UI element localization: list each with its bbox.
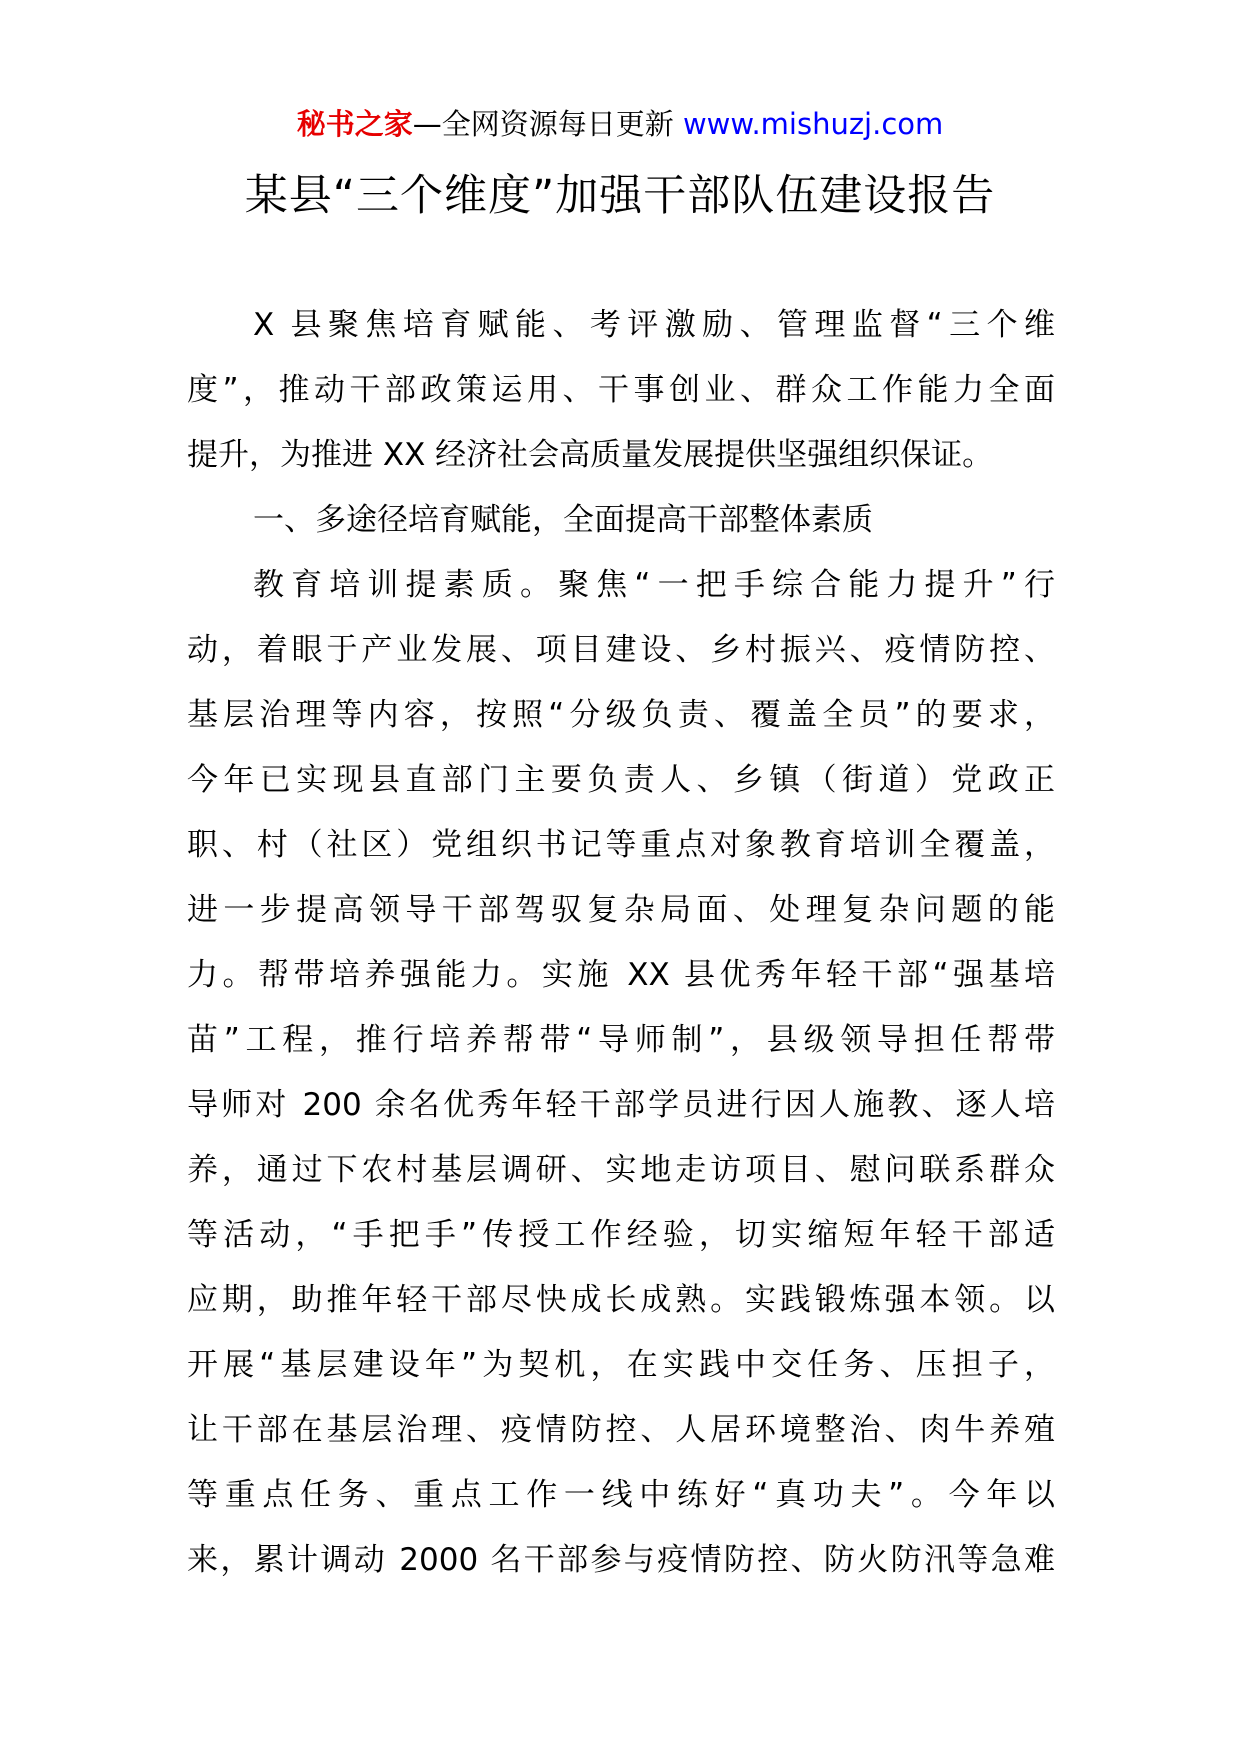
section-heading: 一、多途径培育赋能，全面提高干部整体素质: [253, 502, 873, 538]
text-line: 进一步提高领导干部驾驭复杂局面、处理复杂问题的能: [187, 892, 1055, 928]
watermark-header: [0, 104, 1240, 144]
text-line: 职、村（社区）党组织书记等重点对象教育培训全覆盖，: [187, 827, 1055, 863]
website-link[interactable]: www.mishuzj.com: [682, 107, 944, 141]
text-line: 等活动，“手把手”传授工作经验，切实缩短年轻干部适: [187, 1217, 1055, 1253]
text-line: 基层治理等内容，按照“分级负责、覆盖全员”的要求，: [187, 697, 1055, 733]
text-line: 等重点任务、重点工作一线中练好“真功夫”。今年以: [187, 1477, 1055, 1513]
document-body: [187, 293, 1055, 1593]
text-line: 开展“基层建设年”为契机，在实践中交任务、压担子，: [187, 1347, 1055, 1383]
document-title: 某县“三个维度”加强干部队伍建设报告: [244, 171, 996, 221]
text-line: 度”，推动干部政策运用、干事创业、群众工作能力全面: [187, 372, 1055, 408]
text-line: 动，着眼于产业发展、项目建设、乡村振兴、疫情防控、: [187, 632, 1055, 668]
text-line: 苗”工程，推行培养帮带“导师制”，县级领导担任帮带: [187, 1022, 1055, 1058]
text-line: 力。帮带培养强能力。实施 XX 县优秀年轻干部“强基培: [187, 957, 1055, 993]
text-line: 来，累计调动 2000 名干部参与疫情防控、防火防汛等急难: [187, 1542, 1055, 1578]
text-line: 今年已实现县直部门主要负责人、乡镇（街道）党政正: [187, 762, 1055, 798]
text-line: 应期，助推年轻干部尽快成长成熟。实践锻炼强本领。以: [187, 1282, 1055, 1318]
text-line: 让干部在基层治理、疫情防控、人居环境整治、肉牛养殖: [187, 1412, 1055, 1448]
text-line: 提升，为推进 XX 经济社会高质量发展提供坚强组织保证。: [187, 437, 994, 473]
text-line: X 县聚焦培育赋能、考评激励、管理监督“三个维: [253, 307, 1055, 343]
header-tagline: —全网资源每日更新: [412, 107, 683, 141]
brand-name: 秘书之家: [296, 107, 413, 141]
text-line: 教育培训提素质。聚焦“一把手综合能力提升”行: [253, 567, 1055, 603]
text-line: 养，通过下农村基层调研、实地走访项目、慰问联系群众: [187, 1152, 1055, 1188]
text-line: 导师对 200 余名优秀年轻干部学员进行因人施教、逐人培: [187, 1087, 1055, 1123]
